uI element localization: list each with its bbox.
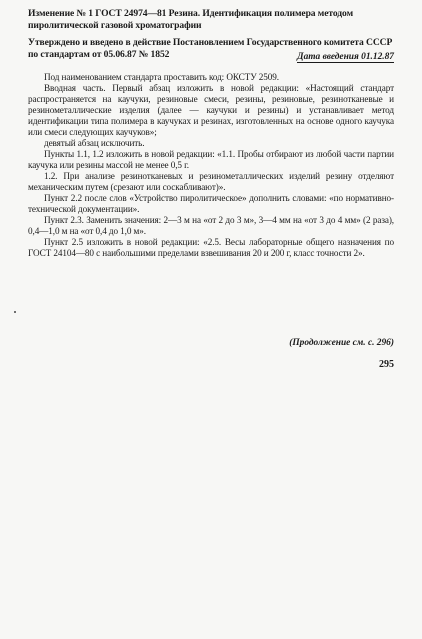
body-paragraph: Пункт 2.3. Заменить значения: 2—3 м на «от 2 до 3 м», 3—4 мм на «от 3 до 4 мм» (2 раза), 0,4—1,0 м на «от 0,4 до 1,0 м».: [28, 215, 394, 236]
body-paragraph: Пункт 2.5 изложить в новой редакции: «2.5. Весы лабораторные общего назначения по ГОСТ 24104—80 с наибольшими пределами взвешивания 20 и 200 г, класс точности 2».: [28, 237, 394, 258]
body-paragraph: Под наименованием стандарта проставить код: ОКСТУ 2509.: [44, 72, 279, 82]
scan-speck: [14, 311, 16, 313]
approval-statement: Утверждено и введено в действие Постановлением Государственного комитета СССР по стандартам от 05.06.87 № 1852: [28, 37, 393, 60]
amendment-title: Изменение № 1 ГОСТ 24974—81 Резина. Идентификация полимера методом пиролитической газовой хроматографии: [28, 8, 354, 31]
body-paragraph: Пункты 1.1, 1.2 изложить в новой редакции: «1.1. Пробы отбирают из любой части партии каучука или резины массой не менее 0,5 г.: [28, 149, 394, 170]
body-paragraph: Вводная часть. Первый абзац изложить в новой редакции: «Настоящий стандарт распространяется на каучуки, резиновые смеси, резины, резиновые, резинотканевые и резинометаллические изделия (далее — каучуки и резины) и устанавливает метод идентификации типа полимера в каучуках и резинах, изготовленных на основе одного каучука или смеси следующих каучуков»;: [28, 83, 394, 137]
continuation-note: (Продолжение см. с. 296): [289, 338, 394, 348]
body-paragraph: девятый абзац исключить.: [44, 138, 145, 148]
body-paragraph: Пункт 2.2 после слов «Устройство пиролитическое» дополнить словами: «по нормативно-технической документации».: [28, 193, 394, 214]
page-number: 295: [379, 359, 394, 370]
amendment-body: [28, 72, 394, 259]
effective-date: Дата введения 01.12.87: [297, 52, 394, 62]
body-paragraph: 1.2. При анализе резинотканевых и резинометаллических изделий резину отделяют механическим путем (срезают или соскабливают)».: [28, 171, 394, 192]
